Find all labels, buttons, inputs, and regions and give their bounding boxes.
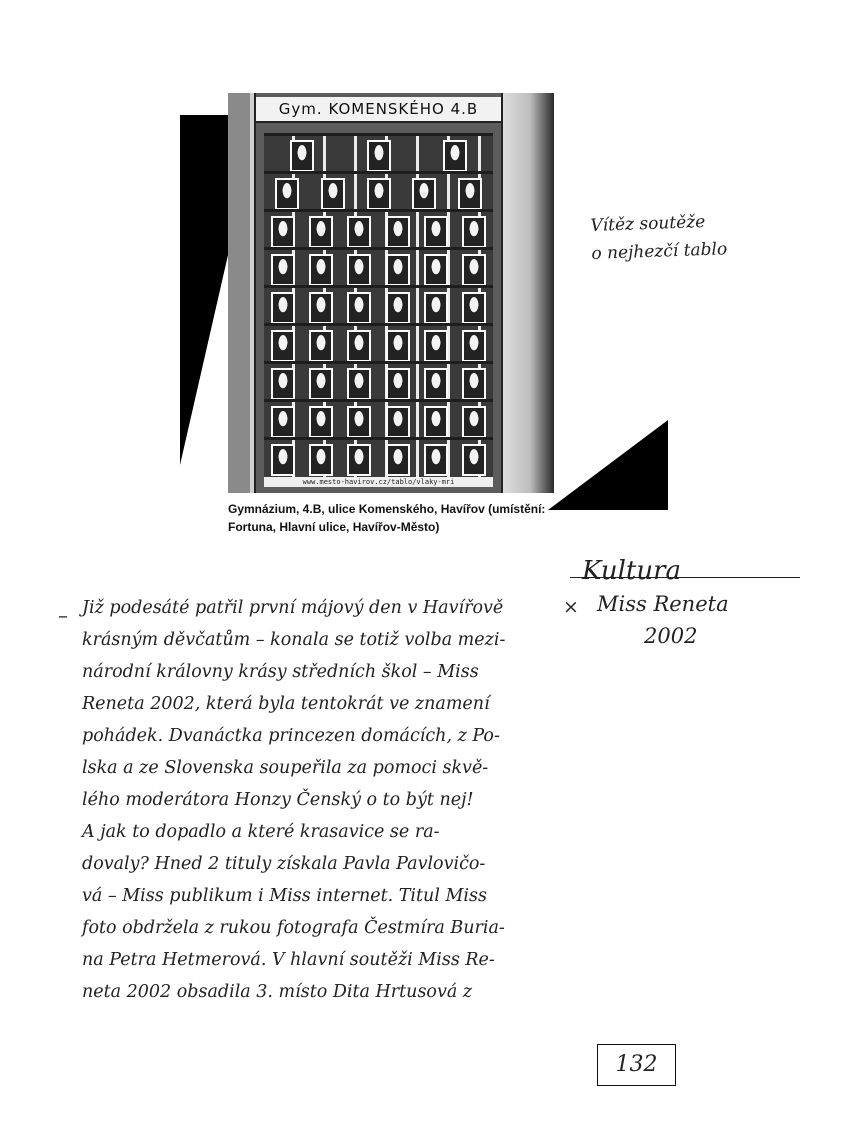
tablo-tier: [264, 133, 493, 174]
tablo-photo: [228, 93, 554, 493]
portrait-photo: [271, 292, 295, 324]
portrait-photo: [386, 444, 410, 476]
portrait-photo: [321, 178, 345, 210]
tablo-board: [254, 93, 503, 493]
photo-background-right: [494, 93, 554, 493]
tablo-tier: [264, 209, 493, 250]
portrait-photo: [271, 330, 295, 362]
article-line: foto obdržela z rukou fotografa Čestmíra Buria-: [82, 918, 505, 938]
article-line: Reneta 2002, která byla tentokrát ve znamení: [82, 694, 490, 714]
portrait-photo: [309, 254, 333, 286]
portrait-photo: [462, 254, 486, 286]
portrait-photo: [386, 330, 410, 362]
portrait-photo: [424, 368, 448, 400]
portrait-photo: [271, 444, 295, 476]
portrait-photo: [424, 330, 448, 362]
tablo-tier: [264, 399, 493, 440]
article-line: lého moderátora Honzy Čenský o to být nej!: [82, 790, 474, 810]
portrait-photo: [309, 292, 333, 324]
tablo-tier: [264, 171, 493, 212]
portrait-photo: [462, 368, 486, 400]
article-line: národní královny krásy středních škol – Miss: [82, 662, 479, 682]
portrait-photo: [458, 178, 482, 210]
portrait-photo: [386, 368, 410, 400]
portrait-photo: [309, 368, 333, 400]
photo-caption: [228, 500, 568, 536]
article-title-line1: Miss Reneta: [597, 592, 729, 616]
portrait-photo: [386, 292, 410, 324]
tablo-tier: [264, 323, 493, 364]
article-line: lska a ze Slovenska soupeřila za pomoci skvě-: [82, 758, 489, 778]
side-note: [590, 205, 782, 268]
tablo-tier: [264, 285, 493, 326]
portrait-photo: [443, 140, 467, 172]
section-title: Kultura: [582, 556, 682, 586]
portrait-photo: [347, 216, 371, 248]
portrait-photo: [462, 406, 486, 438]
portrait-photo: [386, 216, 410, 248]
photo-background-left: [228, 93, 250, 493]
tablo-board-footer: www.mesto-havirov.cz/tablo/vlaky-mri: [264, 477, 493, 487]
portrait-photo: [367, 178, 391, 210]
portrait-photo: [424, 444, 448, 476]
portrait-photo: [367, 140, 391, 172]
portrait-photo: [424, 292, 448, 324]
tablo-tier: [264, 247, 493, 288]
portrait-photo: [290, 140, 314, 172]
portrait-photo: [347, 444, 371, 476]
article-title-line2: 2002: [644, 624, 698, 648]
article-line: vá – Miss publikum i Miss internet. Titul Miss: [82, 886, 487, 906]
portrait-photo: [347, 330, 371, 362]
portrait-photo: [309, 330, 333, 362]
article-bullet: –: [58, 603, 68, 627]
portrait-photo: [271, 406, 295, 438]
photo-caption-line2: Fortuna, Hlavní ulice, Havířov-Město): [228, 520, 440, 534]
portrait-photo: [347, 368, 371, 400]
portrait-photo: [347, 406, 371, 438]
article-line: A jak to dopadlo a které krasavice se ra-: [82, 822, 440, 842]
portrait-photo: [275, 178, 299, 210]
section-rule: [570, 577, 800, 578]
portrait-photo: [309, 406, 333, 438]
tablo-tier: [264, 361, 493, 402]
article-line: na Petra Hetmerová. V hlavní soutěži Miss Re-: [82, 950, 495, 970]
side-note-line2: o nejhezčí tablo: [591, 239, 728, 264]
portrait-photo: [462, 216, 486, 248]
article-line: dovaly? Hned 2 tituly získala Pavla Pavlovičo-: [82, 854, 486, 874]
portrait-photo: [347, 254, 371, 286]
portrait-photo: [412, 178, 436, 210]
article-line: krásným děvčatům – konala se totiž volba mezi-: [82, 630, 506, 650]
portrait-photo: [309, 444, 333, 476]
portrait-photo: [424, 254, 448, 286]
portrait-photo: [309, 216, 333, 248]
decorative-triangle-right: [548, 420, 668, 510]
side-note-line1: Vítěz soutěže: [590, 211, 706, 236]
tablo-board-title: Gym. KOMENSKÉHO 4.B: [256, 97, 501, 123]
page-number: 132: [597, 1044, 676, 1086]
article-line: pohádek. Dvanáctka princezen domácích, z Po-: [82, 726, 500, 746]
portrait-photo: [424, 406, 448, 438]
portrait-photo: [462, 330, 486, 362]
article-line: Již podesáté patřil první májový den v Havířově: [82, 598, 504, 618]
portrait-photo: [386, 254, 410, 286]
portrait-photo: [462, 444, 486, 476]
portrait-photo: [271, 216, 295, 248]
portrait-photo: [386, 406, 410, 438]
portrait-photo: [271, 368, 295, 400]
portrait-photo: [462, 292, 486, 324]
portrait-photo: [424, 216, 448, 248]
tablo-tier: [264, 437, 493, 478]
portrait-photo: [347, 292, 371, 324]
photo-caption-line1: Gymnázium, 4.B, ulice Komenského, Havířov (umístění:: [228, 502, 546, 516]
article-line: neta 2002 obsadila 3. místo Dita Hrtusová z: [82, 982, 473, 1002]
portrait-photo: [271, 254, 295, 286]
article-title-mark: ×: [563, 596, 579, 618]
